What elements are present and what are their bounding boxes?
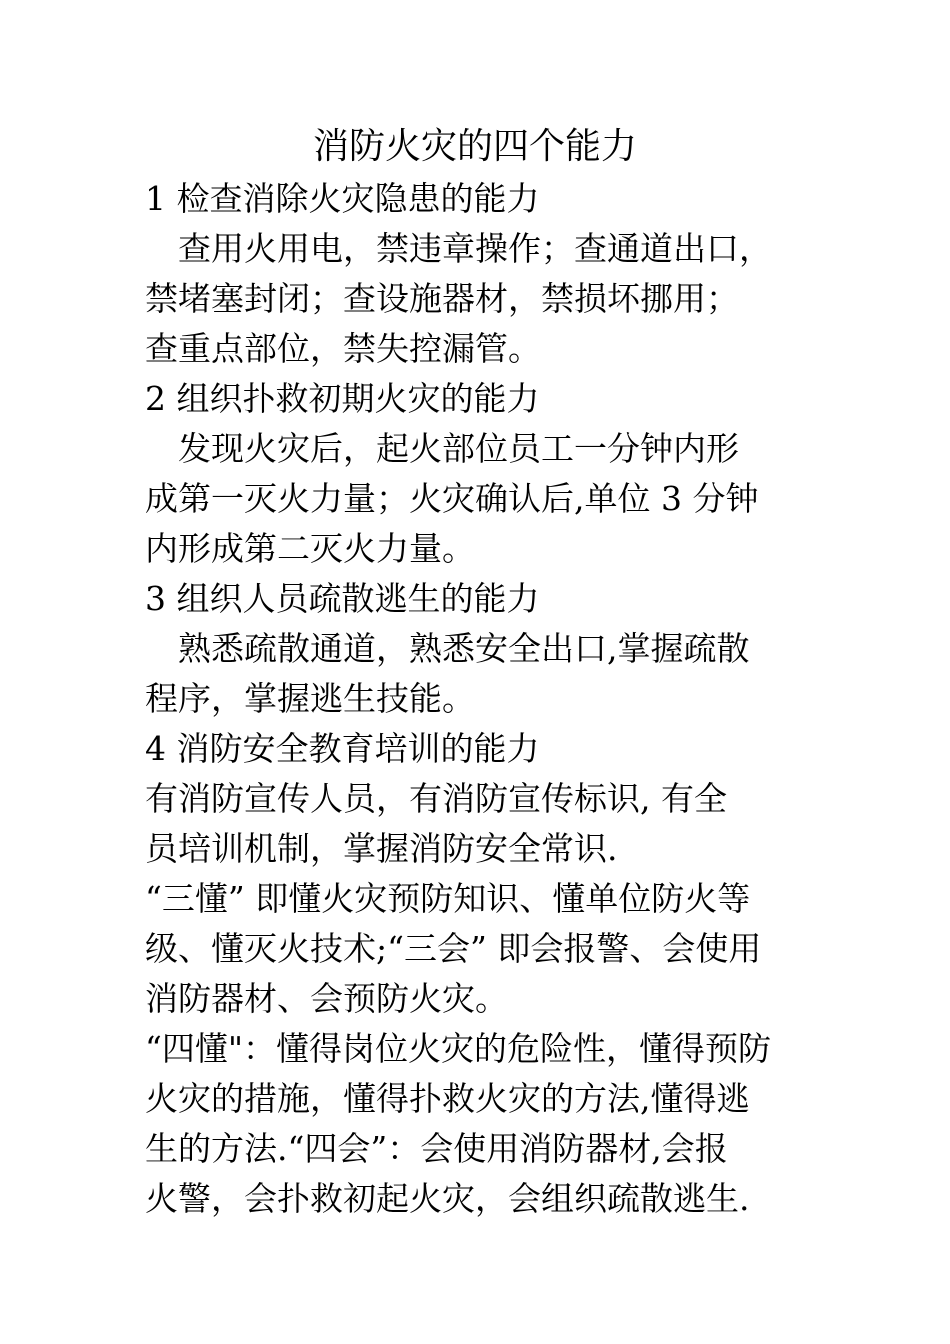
paragraph-line: 发现火灾后，起火部位员工一分钟内形 [145,429,739,468]
paragraph-line: 员培训机制，掌握消防安全常识. [145,829,618,868]
paragraph-line: 有消防宣传人员，有消防宣传标识, 有全 [145,779,727,818]
paragraph-line: 火灾的措施，懂得扑救火灾的方法,懂得逃 [145,1079,750,1118]
paragraph-line: 级、懂灭火技术;“三会” 即会报警、会使用 [145,929,762,968]
paragraph-line: 内形成第二灭火力量。 [145,529,475,568]
section-heading-4: 4 消防安全教育培训的能力 [145,729,540,768]
document-title: 消防火灾的四个能力 [312,126,637,167]
paragraph-line: 禁堵塞封闭；查设施器材，禁损坏挪用； [145,279,739,318]
paragraph-line: 生的方法.“四会”：会使用消防器材,会报 [145,1129,728,1168]
paragraph-line: 程序，掌握逃生技能。 [145,679,475,718]
paragraph-line: 火警，会扑救初起火灾，会组织疏散逃生. [145,1179,750,1218]
paragraph-line: 查重点部位，禁失控漏管。 [145,329,541,368]
section-heading-2: 2 组织扑救初期火灾的能力 [145,379,540,418]
paragraph-line: 成第一灭火力量；火灾确认后,单位 3 分钟 [145,479,759,518]
paragraph-line: 消防器材、会预防火灾。 [145,979,508,1018]
paragraph-line: 熟悉疏散通道，熟悉安全出口,掌握疏散 [145,629,750,668]
paragraph-line: “三懂” 即懂火灾预防知识、懂单位防火等 [145,879,751,918]
section-heading-3: 3 组织人员疏散逃生的能力 [145,579,540,618]
section-heading-1: 1 检查消除火灾隐患的能力 [145,179,540,218]
paragraph-line: 查用火用电，禁违章操作；查通道出口， [145,229,772,268]
paragraph-line: “四懂"：懂得岗位火灾的危险性，懂得预防 [145,1029,772,1068]
